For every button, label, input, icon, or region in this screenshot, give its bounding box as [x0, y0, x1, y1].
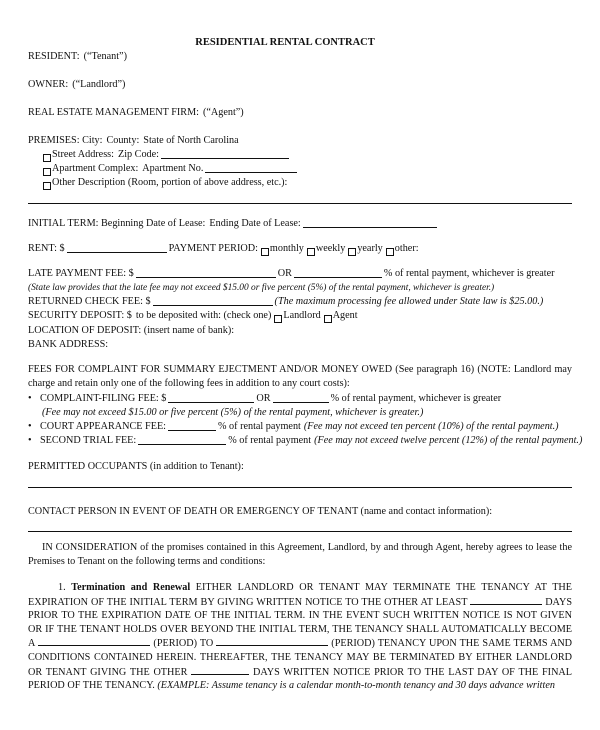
complaint-fee-percent-field[interactable] — [273, 402, 329, 403]
section-termination-renewal — [28, 581, 572, 693]
monthly-checkbox[interactable] — [261, 248, 269, 256]
contact-row — [28, 505, 572, 519]
rent-label: RENT: $ — [28, 243, 65, 254]
complex-checkbox[interactable] — [43, 168, 51, 176]
period-field-1[interactable] — [38, 636, 150, 646]
page-title: RESIDENTIAL RENTAL CONTRACT — [195, 37, 375, 48]
end-date-field[interactable] — [303, 227, 437, 228]
firm-label: REAL ESTATE MANAGEMENT FIRM: — [28, 107, 199, 118]
firm-suffix: (“Agent”) — [202, 107, 244, 118]
late-fee-label: LATE PAYMENT FEE: $ — [28, 268, 134, 279]
bullet-icon: • — [28, 421, 32, 432]
monthly-label: monthly — [269, 243, 304, 254]
zip-field[interactable] — [161, 158, 289, 159]
consideration-paragraph: IN CONSIDERATION of the promises contained in this Agreement, Landlord, by and through Agent, hereby agrees to lease the Premises to Tenant on the following terms and conditions: — [28, 542, 572, 567]
trial-fee-note: (Fee may not exceed twelve percent (12%) of the rental payment.) — [314, 435, 583, 446]
resident-suffix: (“Tenant”) — [83, 51, 127, 62]
check-fee-label: RETURNED CHECK FEE: $ — [28, 296, 151, 307]
check-fee-note: (The maximum processing fee allowed under State law is $25.00.) — [274, 296, 544, 307]
bank-address-label: BANK ADDRESS: — [28, 339, 109, 350]
apt-field[interactable] — [205, 172, 297, 173]
complaint-fee-or: OR — [256, 393, 271, 404]
section-text-2: DAYS PRIOR TO THE EXPIRATION DATE OF THE INITIAL TERM. IN THE EVENT SUCH WRITTEN NOTICE IS NOT GIVEN OR IF THE TENANT HOLDS OVER BEYOND THE INITIAL TERM, THE TENANCY SHALL AUTOMATICALLY BECOME A — [28, 596, 572, 650]
court-fee-mid: % of rental payment — [218, 421, 301, 432]
complaint-fee-mid: % of rental payment, whichever is greater — [330, 393, 502, 404]
trial-fee-row — [28, 434, 583, 448]
other-desc-checkbox[interactable] — [43, 182, 51, 190]
occupants-row — [28, 460, 572, 474]
complex-label: Apartment Complex: — [52, 163, 139, 174]
owner-row — [28, 78, 572, 92]
zip-label: Zip Code: — [117, 149, 159, 160]
resident-row — [28, 50, 572, 64]
check-fee-field[interactable] — [153, 305, 273, 306]
city-label: PREMISES: City: — [28, 135, 103, 146]
section-text-1: EITHER LANDLORD OR TENANT MAY TERMINATE THE TENANCY AT THE EXPIRATION OF THE INITIAL TERM BY GIVING WRITTEN NOTICE TO THE OTHER AT LEAST — [28, 582, 573, 608]
other-period-checkbox[interactable] — [386, 248, 394, 256]
complaint-fee-row — [28, 392, 572, 406]
bullet-icon: • — [28, 393, 32, 404]
street-row — [40, 148, 572, 162]
court-fee-row — [28, 420, 572, 434]
late-fee-suffix: % of rental payment, whichever is greater — [383, 268, 555, 279]
late-fee-field[interactable] — [136, 277, 276, 278]
deposit-agent-label: Agent — [332, 310, 358, 321]
occupants-line-2[interactable] — [28, 487, 572, 488]
occupants-label: PERMITTED OCCUPANTS (in addition to Tenant): — [28, 461, 244, 472]
section-text-5: DAYS WRITTEN NOTICE PRIOR TO THE LAST DAY OF THE FINAL PERIOD OF THE TENANCY. — [28, 666, 573, 692]
owner-suffix: (“Landlord”) — [72, 79, 126, 90]
other-desc-row — [40, 176, 572, 190]
court-fee-label: COURT APPEARANCE FEE: — [40, 421, 166, 432]
trial-fee-label: SECOND TRIAL FEE: — [40, 435, 137, 446]
deposit-location-row — [28, 324, 572, 338]
complex-row — [40, 162, 572, 176]
deposit-location-label: LOCATION OF DEPOSIT: (insert name of bank): — [28, 325, 235, 336]
notice-days-field-2[interactable] — [191, 665, 249, 675]
section-number: 1. — [58, 582, 66, 593]
complaint-fee-note-text: (Fee may not exceed $15.00 or five percent (5%) of the rental payment, whichever is greater.) — [42, 407, 424, 418]
other-desc-label: Other Description (Room, portion of above address, etc.): — [52, 177, 288, 188]
complaint-fee-note — [42, 406, 572, 420]
complaint-fee-label: COMPLAINT-FILING FEE: $ — [40, 393, 167, 404]
yearly-checkbox[interactable] — [348, 248, 356, 256]
period-field-2[interactable] — [216, 636, 328, 646]
deposit-label: SECURITY DEPOSIT: $ — [28, 310, 132, 321]
deposit-landlord-checkbox[interactable] — [274, 315, 282, 323]
complaint-fee-field[interactable] — [168, 402, 254, 403]
section-heading: Termination and Renewal — [71, 582, 191, 593]
yearly-label: yearly — [357, 243, 383, 254]
initial-term-label: INITIAL TERM: Beginning Date of Lease: — [28, 218, 206, 229]
resident-label: RESIDENT: — [28, 51, 80, 62]
firm-row — [28, 106, 572, 120]
owner-label: OWNER: — [28, 79, 69, 90]
late-fee-note — [28, 281, 572, 295]
court-fee-note: (Fee may not exceed ten percent (10%) of the rental payment.) — [303, 421, 559, 432]
fees-intro: FEES FOR COMPLAINT FOR SUMMARY EJECTMENT AND/OR MONEY OWED (See paragraph 16) (NOTE: Landlord may charge and retain only one of the following fees in addition to any court costs): — [28, 364, 572, 389]
rent-row — [28, 242, 572, 256]
apt-label: Apartment No. — [142, 163, 204, 174]
section-text-3: (PERIOD) TO — [153, 638, 214, 650]
trial-fee-mid: % of rental payment — [228, 435, 312, 446]
weekly-checkbox[interactable] — [307, 248, 315, 256]
late-fee-percent-field[interactable] — [294, 277, 382, 278]
other-desc-line-2[interactable] — [28, 203, 572, 204]
deposit-row — [28, 309, 572, 323]
county-label: County: — [106, 135, 140, 146]
court-fee-field[interactable] — [168, 430, 216, 431]
street-label: Street Address: — [52, 149, 114, 160]
bank-address-row — [28, 338, 572, 352]
late-fee-note-text: (State law provides that the late fee may not exceed $15.00 or five percent (5%) of the rental payment, whichever is greater.) — [28, 283, 495, 293]
deposit-landlord-label: Landlord — [283, 310, 321, 321]
state-text: State of North Carolina — [143, 135, 239, 146]
street-checkbox[interactable] — [43, 154, 51, 162]
section-example: (EXAMPLE: Assume tenancy is a calendar month-to-month tenancy and 30 days advance written — [157, 680, 555, 692]
ending-date-label: Ending Date of Lease: — [209, 218, 301, 229]
trial-fee-field[interactable] — [138, 444, 226, 445]
contact-line-2[interactable] — [28, 531, 572, 532]
section-text-4: (PERIOD) TENANCY UPON THE SAME TERMS AND CONDITIONS CONTAINED HEREIN. THEREAFTER, THE TENANCY MAY BE TERMINATED BY EITHER LANDLORD OR TENANT GIVING THE OTHER — [28, 638, 573, 678]
late-fee-row — [28, 267, 572, 281]
weekly-label: weekly — [315, 243, 346, 254]
rent-field[interactable] — [67, 252, 167, 253]
bullet-icon: • — [28, 435, 32, 446]
contact-label: CONTACT PERSON IN EVENT OF DEATH OR EMERGENCY OF TENANT (name and contact information): — [28, 506, 493, 517]
deposit-agent-checkbox[interactable] — [324, 315, 332, 323]
payment-period-label: PAYMENT PERIOD: — [168, 243, 258, 254]
term-row — [28, 217, 572, 231]
premises-city-row — [28, 134, 572, 148]
late-fee-or: OR — [277, 268, 292, 279]
notice-days-field[interactable] — [470, 595, 542, 605]
other-period-label: other: — [394, 243, 419, 254]
deposit-with: to be deposited with: (check one) — [135, 310, 272, 321]
check-fee-row — [28, 295, 572, 309]
